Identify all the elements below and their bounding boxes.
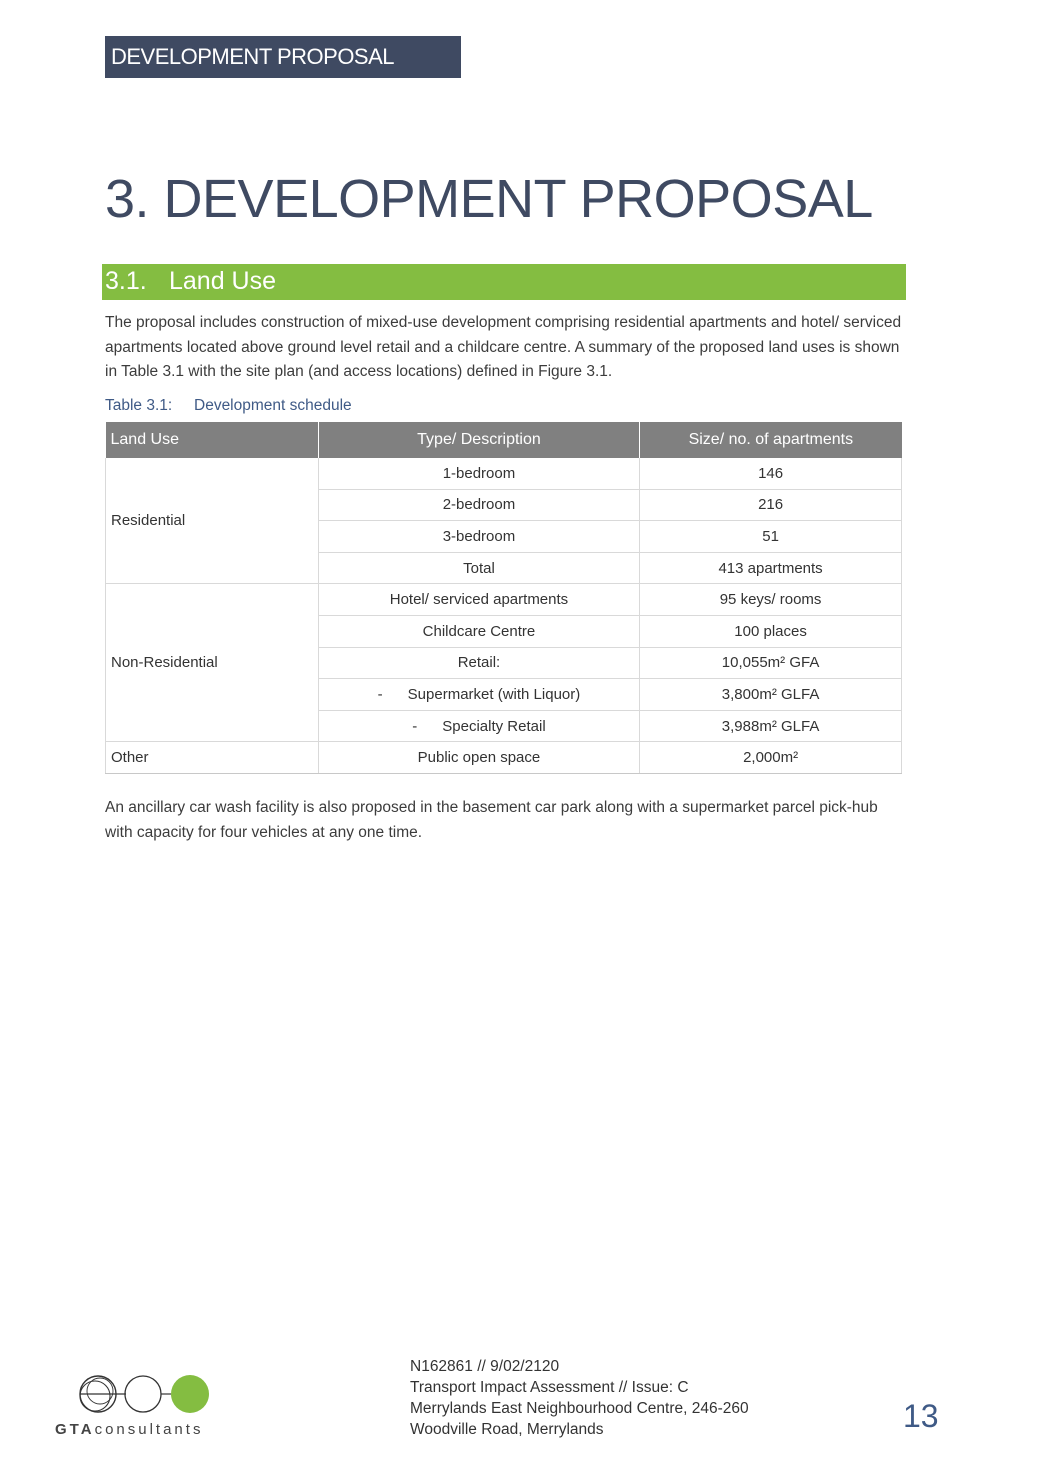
footer-site-line1: Merrylands East Neighbourhood Centre, 246-260	[410, 1400, 749, 1417]
type-cell: Retail:	[318, 647, 639, 679]
table-row	[106, 742, 902, 774]
type-cell-text: Specialty Retail	[442, 717, 546, 735]
table-row	[106, 584, 902, 616]
logo-bold-text: GTA	[55, 1421, 95, 1438]
table-caption-number: Table 3.1:	[105, 397, 173, 414]
section-number: 3.1.	[105, 267, 147, 295]
type-cell: Public open space	[318, 742, 639, 774]
type-cell: Hotel/ serviced apartments	[318, 584, 639, 616]
type-cell	[318, 679, 639, 711]
size-cell: 3,988m² GLFA	[640, 710, 902, 742]
table-row	[106, 458, 902, 489]
footer-site-line2: Woodville Road, Merrylands	[410, 1421, 604, 1438]
chapter-title: 3. DEVELOPMENT PROPOSAL	[105, 169, 873, 229]
header-type-description: Type/ Description	[318, 422, 639, 458]
size-cell: 10,055m² GFA	[640, 647, 902, 679]
footer-ref: N162861 // 9/02/2120	[410, 1358, 560, 1375]
land-use-non-residential: Non-Residential	[106, 584, 319, 742]
size-cell: 51	[640, 521, 902, 553]
sub-item-dash: -	[377, 685, 383, 703]
table-caption-title: Development schedule	[194, 397, 352, 414]
size-cell: 2,000m²	[640, 742, 902, 774]
type-cell	[318, 710, 639, 742]
header-tab	[105, 36, 461, 78]
type-cell: 1-bedroom	[318, 458, 639, 489]
size-cell: 216	[640, 489, 902, 521]
type-cell-text: Supermarket (with Liquor)	[407, 685, 581, 703]
header-land-use: Land Use	[106, 422, 319, 458]
type-cell: Childcare Centre	[318, 615, 639, 647]
size-cell: 95 keys/ rooms	[640, 584, 902, 616]
header-tab-label: DEVELOPMENT PROPOSAL	[111, 44, 395, 69]
header-size: Size/ no. of apartments	[640, 422, 902, 458]
land-use-other: Other	[106, 742, 319, 774]
page-number: 13	[903, 1398, 939, 1434]
size-cell: 100 places	[640, 615, 902, 647]
gta-consultants-wordmark	[55, 1421, 203, 1438]
footer-doc: Transport Impact Assessment // Issue: C	[410, 1379, 689, 1396]
logo-rest-text: consultants	[94, 1421, 204, 1438]
type-cell: 2-bedroom	[318, 489, 639, 521]
size-cell: 3,800m² GLFA	[640, 679, 902, 711]
section-heading	[102, 264, 906, 300]
development-schedule-table	[105, 422, 902, 774]
closing-paragraph: An ancillary car wash facility is also proposed in the basement car park along with a supermarket parcel pick-hub with capacity for four vehicles at any one time.	[105, 799, 878, 841]
table-header-row	[106, 422, 902, 458]
sub-item-dash: -	[412, 717, 418, 735]
table-caption	[105, 397, 352, 415]
size-cell: 146	[640, 458, 902, 489]
total-type-cell: Total	[318, 552, 639, 584]
intro-paragraph: The proposal includes construction of mixed-use development comprising residential apartments and hotel/ serviced apartments located above ground level retail and a childcare centre. A summary of the proposed land uses is shown in Table 3.1 with the site plan (and access locations) defined in Figure 3.1.	[105, 314, 902, 380]
section-title: Land Use	[169, 267, 277, 295]
type-cell: 3-bedroom	[318, 521, 639, 553]
land-use-residential: Residential	[106, 458, 319, 584]
total-size-cell: 413 apartments	[640, 552, 902, 584]
footer-document-info	[410, 1356, 749, 1440]
